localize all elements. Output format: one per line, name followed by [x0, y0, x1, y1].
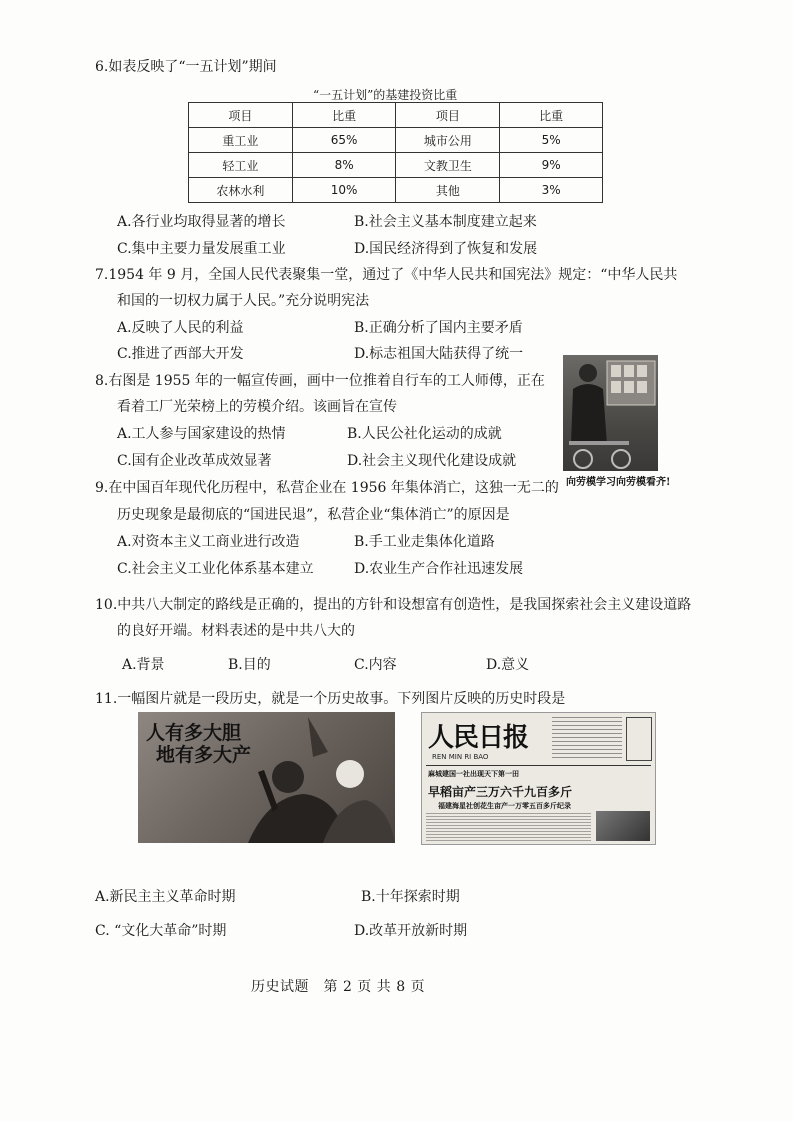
q6-option-d[interactable]: D.国民经济得到了恢复和发展 — [354, 241, 538, 257]
q11-option-c[interactable]: C. “文化大革命”时期 — [95, 923, 227, 939]
table-cell: 农林水利 — [189, 178, 293, 203]
q10-stem-line2: 的良好开端。材料表述的是中共八大的 — [117, 623, 355, 639]
header-cell: 项目 — [189, 103, 293, 128]
newspaper-headline-small: 麻城建国一社出现天下第一田 — [428, 770, 519, 778]
header-cell: 比重 — [500, 103, 603, 128]
q6-option-c[interactable]: C.集中主要力量发展重工业 — [117, 241, 286, 257]
q9-option-b[interactable]: B.手工业走集体化道路 — [354, 534, 495, 550]
q7-option-a[interactable]: A.反映了人民的利益 — [117, 320, 244, 336]
table-cell: 城市公用 — [396, 128, 500, 153]
q6-option-b[interactable]: B.社会主义基本制度建立起来 — [354, 214, 537, 230]
table-cell: 重工业 — [189, 128, 293, 153]
header-cell: 比重 — [292, 103, 396, 128]
q8-stem-line2: 看着工厂光荣榜上的劳模介绍。该画旨在宣传 — [117, 399, 397, 415]
propaganda-painting-image — [563, 355, 658, 471]
newspaper-body-text — [426, 813, 591, 841]
poster-slogan-line: 人有多大胆 — [146, 722, 242, 744]
q9-option-c[interactable]: C.社会主义工业化体系基本建立 — [117, 561, 314, 577]
table-cell: 65% — [292, 128, 396, 153]
q10-option-c[interactable]: C.内容 — [354, 657, 397, 673]
page-footer: 历史试题 第 2 页 共 8 页 — [251, 979, 426, 995]
q6-stem: 6.如表反映了“一五计划”期间 — [95, 59, 277, 75]
q7-option-c[interactable]: C.推进了西部大开发 — [117, 346, 244, 362]
newspaper-date-box — [626, 717, 652, 761]
q10-option-a[interactable]: A.背景 — [122, 657, 165, 673]
poster-slogan — [146, 722, 251, 766]
q7-stem-line1: 7.1954 年 9 月，全国人民代表聚集一堂，通过了《中华人民共和国宪法》规定：“中华人民共 — [95, 267, 678, 283]
newspaper-masthead: 人民日报 — [428, 723, 529, 753]
q11-option-b[interactable]: B.十年探索时期 — [361, 889, 460, 905]
q6-table-title: “一五计划”的基建投资比重 — [313, 88, 458, 102]
newspaper-subheadline: 福建海星社创花生亩产一万零五百多斤纪录 — [438, 802, 571, 810]
q11-stem: 11.一幅图片就是一段历史，就是一个历史故事。下列图片反映的历史时段是 — [95, 691, 566, 707]
q8-option-b[interactable]: B.人民公社化运动的成就 — [347, 426, 502, 442]
great-leap-poster-image — [138, 712, 395, 843]
q7-option-d[interactable]: D.标志祖国大陆获得了统一 — [354, 346, 524, 362]
q11-option-a[interactable]: A.新民主主义革命时期 — [95, 889, 236, 905]
q8-stem-line1: 8.右图是 1955 年的一幅宣传画，画中一位推着自行车的工人师傅，正在 — [95, 373, 545, 389]
q7-stem-line2: 和国的一切权力属于人民。”充分说明宪法 — [117, 293, 370, 309]
newspaper-rule — [426, 765, 651, 766]
table-cell: 5% — [500, 128, 603, 153]
newspaper-headline: 早稻亩产三万六千九百多斤 — [428, 785, 573, 799]
table-row — [189, 153, 603, 178]
table-cell: 10% — [292, 178, 396, 203]
table-cell: 8% — [292, 153, 396, 178]
q9-stem-line1: 9.在中国百年现代化历程中，私营企业在 1956 年集体消亡，这独一无二的 — [95, 480, 559, 496]
q10-stem-line1: 10.中共八大制定的路线是正确的，提出的方针和设想富有创造性，是我国探索社会主义建设道路 — [95, 597, 692, 613]
q11-option-d[interactable]: D.改革开放新时期 — [354, 923, 468, 939]
newspaper-photo — [596, 811, 650, 841]
q6-option-a[interactable]: A.各行业均取得显著的增长 — [117, 214, 286, 230]
q7-option-b[interactable]: B.正确分析了国内主要矛盾 — [354, 320, 523, 336]
q9-option-d[interactable]: D.农业生产合作社迅速发展 — [354, 561, 524, 577]
header-cell: 项目 — [396, 103, 500, 128]
table-row — [189, 178, 603, 203]
table-cell: 3% — [500, 178, 603, 203]
q10-option-d[interactable]: D.意义 — [486, 657, 530, 673]
propaganda-painting-caption: 向劳模学习向劳模看齐! — [566, 477, 671, 488]
table-cell: 文教卫生 — [396, 153, 500, 178]
table-cell: 其他 — [396, 178, 500, 203]
newspaper-pinyin: REN MIN RI BAO — [432, 753, 489, 761]
q8-option-d[interactable]: D.社会主义现代化建设成就 — [347, 453, 517, 469]
table-cell: 轻工业 — [189, 153, 293, 178]
poster-slogan-line: 地有多大产 — [156, 744, 252, 766]
table-header-row — [189, 103, 603, 128]
peoples-daily-newspaper-image — [421, 712, 656, 845]
q9-option-a[interactable]: A.对资本主义工商业进行改造 — [117, 534, 300, 550]
q10-option-b[interactable]: B.目的 — [228, 657, 271, 673]
table-cell: 9% — [500, 153, 603, 178]
q8-option-c[interactable]: C.国有企业改革成效显著 — [117, 453, 272, 469]
q8-option-a[interactable]: A.工人参与国家建设的热情 — [117, 426, 286, 442]
q9-stem-line2: 历史现象是最彻底的“国进民退”，私营企业“集体消亡”的原因是 — [117, 507, 510, 523]
newspaper-text-block — [552, 717, 622, 759]
investment-table — [188, 102, 603, 203]
table-row — [189, 128, 603, 153]
